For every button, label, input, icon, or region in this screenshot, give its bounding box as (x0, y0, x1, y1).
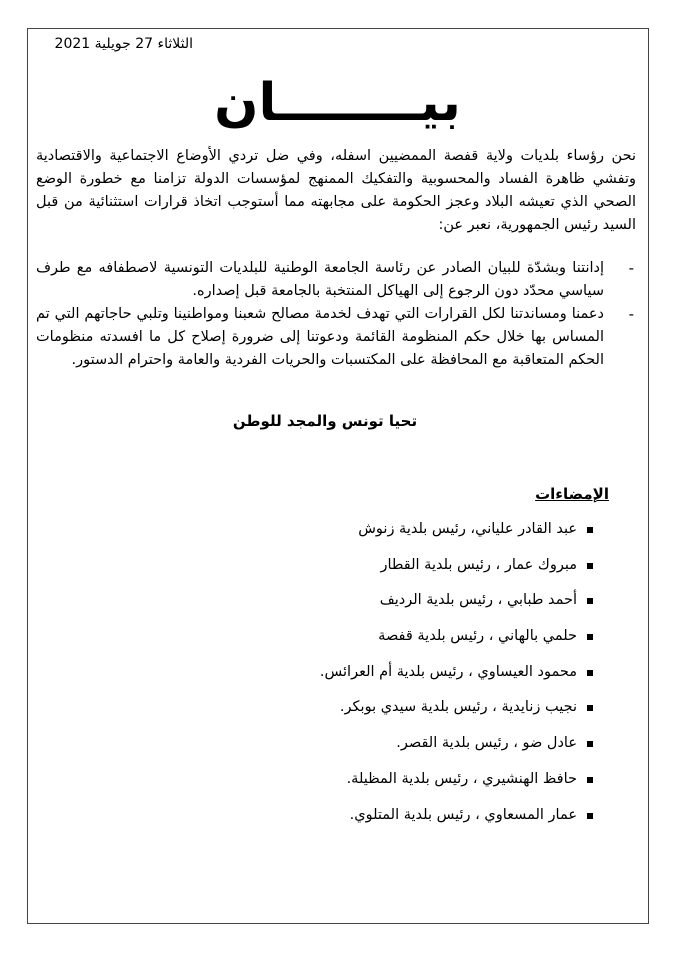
statement-point-text: إدانتنا وبشدّة للبيان الصادر عن رئاسة الجامعة الوطنية للبلديات التونسية لاصطفافه مع طرف سياسي محدّد دون الرجوع إلى الهياكل المنتخبة بالجامعة قبل إصداره. (36, 260, 604, 299)
document-date: الثلاثاء 27 جويلية 2021 (54, 36, 193, 52)
signatory-text: نجيب زنايدية ، رئيس بلدية سيدي بوبكر. (339, 699, 577, 716)
square-bullet-icon (587, 670, 593, 676)
closing-slogan: تحيا تونس والمجد للوطن (232, 412, 418, 430)
dash-bullet: - (628, 305, 634, 323)
square-bullet-icon (587, 563, 593, 569)
square-bullet-icon (587, 634, 593, 640)
signatory-item (173, 655, 593, 691)
square-bullet-icon (587, 741, 593, 747)
square-bullet-icon (587, 777, 593, 783)
signatory-item (173, 619, 593, 655)
signatory-text: أحمد طبابي ، رئيس بلدية الرديف (379, 592, 577, 609)
square-bullet-icon (587, 813, 593, 819)
square-bullet-icon (587, 527, 593, 533)
signatory-item (173, 798, 593, 834)
signatory-item (173, 762, 593, 798)
signatory-item (173, 726, 593, 762)
signatory-text: حافظ الهنشيري ، رئيس بلدية المظيلة. (346, 770, 577, 787)
signatures-heading: الإمضاءات (535, 485, 609, 503)
square-bullet-icon (587, 705, 593, 711)
signatory-text: عبد القادر علياني، رئيس بلدية زنوش (358, 521, 577, 537)
signatory-item (173, 512, 593, 548)
intro-paragraph: نحن رؤساء بلديات ولاية قفصة الممضيين اسفله، وفي ضل تردي الأوضاع الاجتماعية والاقتصادية وتفشي ظاهرة الفساد والمحسوبية والتفكيك الممنهج لمؤسسات الدولة تزامنا مع خطورة الوضع الصحي الذي تعيشه البلاد وعجز الحكومة على مجابهته مما أستوجب اتخاذ قرارات استثنائية من قبل السيد رئيس الجمهورية، نعبر عن: (36, 148, 636, 233)
signatory-text: محمود العيساوي ، رئيس بلدية أم العرائس. (319, 663, 577, 680)
statement-points (36, 257, 636, 372)
signatory-item (173, 548, 593, 584)
signatories-list (173, 512, 593, 833)
signatory-item (173, 583, 593, 619)
dash-bullet: - (628, 259, 634, 277)
document-title: بيــــــــان (214, 73, 461, 133)
signatory-text: عادل ضو ، رئيس بلدية القصر. (396, 735, 577, 752)
signatory-item (173, 690, 593, 726)
statement-point-text: دعمنا ومساندتنا لكل القرارات التي تهدف لخدمة مصالح شعبنا ومواطنينا وتلبي حاجاتهم التي تم المساس بها خلال حكم المنظومة القائمة ودعوتنا إلى ضرورة إصلاح كل ما افسدته منظومات الحكم المتعاقبة مع المحافظة على المكتسبات والحريات الفردية والعامة واحترام الدستور. (36, 306, 604, 368)
statement-point (36, 257, 636, 303)
statement-point (36, 303, 636, 372)
signatory-text: حلمي بالهاني ، رئيس بلدية قفصة (378, 628, 577, 645)
signatory-text: مبروك عمار ، رئيس بلدية القطار (380, 556, 577, 573)
square-bullet-icon (587, 598, 593, 604)
signatory-text: عمار المسعاوي ، رئيس بلدية المتلوي. (349, 806, 577, 823)
